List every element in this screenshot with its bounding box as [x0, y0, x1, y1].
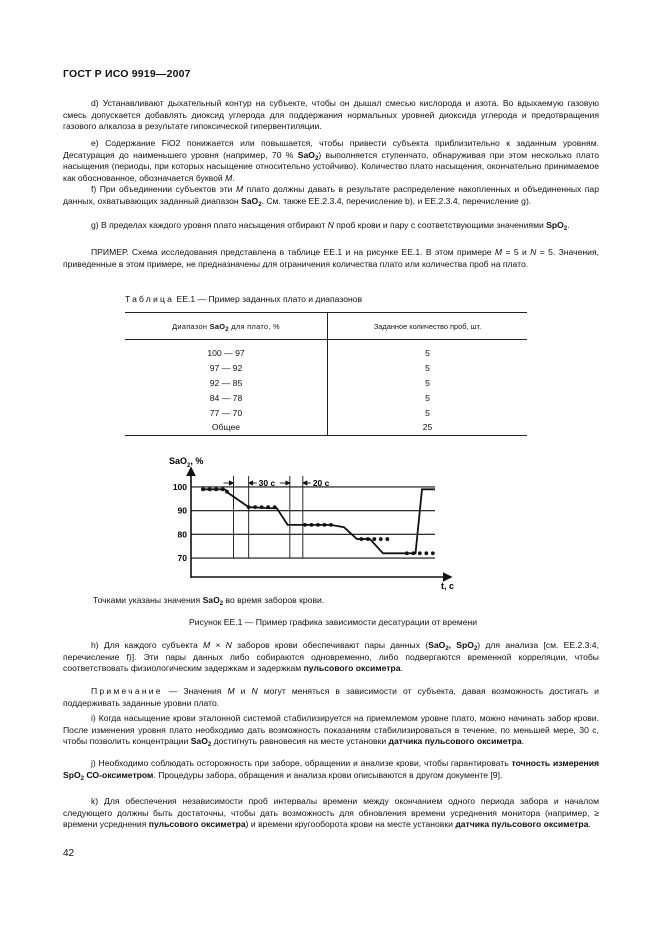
- y-tick-label: 90: [177, 505, 187, 516]
- sample-point: [424, 551, 428, 555]
- desaturation-chart: [165, 450, 465, 592]
- paragraph-i: i) Когда насыщение крови эталонной системой стабилизируется на приемлемом уровне плато, можно начинать забор крови. После изменения уровня плато необходимо дать возможность показаниям стабилизироваться в течение, по меньшей мере, 30 с, чтобы позволить концентрации SaO$_2$ достигнуть равновесия на месте установки датчика пульсового оксиметра.: [63, 713, 599, 749]
- sample-point: [273, 505, 277, 509]
- paragraph-f: f) При объединении субъектов эти M плато должны давать в результате распределение накопленных и объединенных пар данных, охватывающих заданный диапазон SaO$_2$. См. также EE.2.3.4, перечисление b), и EE.2.3.4, перечисление g).: [63, 184, 599, 208]
- plateau-table: [125, 312, 527, 436]
- sample-point: [260, 505, 264, 509]
- gridlines: [191, 487, 435, 558]
- sample-point: [266, 505, 270, 509]
- table-row: [125, 346, 527, 361]
- y-tick-label: 100: [172, 481, 187, 492]
- sample-point: [316, 523, 320, 527]
- table-cell-count: 5: [425, 392, 430, 403]
- table-cell-count: 25: [328, 420, 528, 435]
- table-cell-count: 5: [425, 348, 430, 359]
- paragraph-example: ПРИМЕР. Схема исследования представлена в таблице ЕЕ.1 и на рисунке ЕЕ.1. В этом примере M = 5 и N = 5. Значения, приведенные в этом примере, не предназначены для ограничения количества плато или количества проб на плато.: [63, 247, 599, 269]
- table-header-count: Заданное количество проб, шт.: [328, 313, 528, 340]
- sample-point: [418, 551, 422, 555]
- table-cell-count: 5: [425, 407, 430, 418]
- table-cell-range: 77 — 70: [125, 405, 328, 420]
- sample-point: [366, 537, 370, 541]
- sample-point: [214, 487, 218, 491]
- table-row: [125, 361, 527, 376]
- annotation-label: 30 c: [258, 478, 276, 488]
- table-cell-count: 5: [425, 377, 430, 388]
- sample-point: [431, 551, 435, 555]
- time-annotations: [224, 476, 330, 558]
- page-number: 42: [63, 848, 75, 859]
- sample-point: [405, 551, 409, 555]
- table-caption: Таблица ЕЕ.1 — Пример заданных плато и диапазонов: [125, 294, 363, 304]
- paragraph-e: e) Содержание FiO2 понижается или повышается, чтобы привести субъекта приблизительно к заданным уровням. Десатурация до наименьшего уровня (например, 70 % SaO$_2$) выполняется ступенчато, обнаруживая при этом несколько плато насыщения (периоды, при которых насыщение относительно устойчиво). Количество плато насыщения, окончательно принимаемое как обоснованное, обозначается буквой M.: [63, 138, 599, 183]
- figure-note: Точками указаны значения SaO$_2$ во время заборов крови.: [93, 595, 325, 607]
- sample-point: [379, 537, 383, 541]
- sample-point: [310, 523, 314, 527]
- saturation-curve: [201, 489, 435, 553]
- sample-point: [329, 523, 333, 527]
- sample-point: [225, 490, 229, 494]
- document-header: ГОСТ Р ИСО 9919—2007: [63, 68, 191, 80]
- y-tick-label: 80: [177, 529, 187, 540]
- sample-point: [323, 523, 327, 527]
- table-header-range: Диапазон SaO$_2$ для плато, %: [125, 313, 328, 340]
- sample-point: [385, 537, 389, 541]
- sample-point: [303, 523, 307, 527]
- x-axis-label: t, c: [441, 581, 455, 591]
- sample-point: [372, 537, 376, 541]
- table-cell-range: 84 — 78: [125, 390, 328, 405]
- annotation-label: 20 c: [312, 478, 330, 488]
- paragraph-k: k) Для обеспечения независимости проб интервалы времени между окончанием одного периода забора и началом следующего должны быть достаточны, чтобы дать возможность для обновления времени усреднения монитора (например, ≥ времени усреднения пульсового оксиметра) и времени кругооборота крови на месте установки датчика пульсового оксиметра.: [63, 796, 599, 830]
- table-row: [125, 405, 527, 420]
- y-axis-label: SaO$_2$, %: [169, 456, 204, 469]
- sample-point: [201, 487, 205, 491]
- table-row: [125, 376, 527, 391]
- sample-point: [208, 487, 212, 491]
- sample-point: [411, 551, 415, 555]
- paragraph-g: g) В пределах каждого уровня плато насыщения отбирают N проб крови и пару с соответствующими значениями SpO$_2$.: [91, 220, 570, 232]
- paragraph-d: d) Устанавливают дыхательный контур на субъекте, чтобы он дышал смесью кислорода и азота. Во вдыхаемую газовую смесь допускается добавлять диоксид углерода для поддержания нормальных уровней диоксида углерода и предотвращения газового алкалоза в результате гипоксической гипервентиляции.: [63, 98, 599, 132]
- sample-point: [253, 505, 257, 509]
- y-tick-labels: [173, 482, 187, 563]
- table-cell-range: Общее: [125, 420, 328, 435]
- paragraph-j: j) Необходимо соблюдать осторожность при заборе, обращении и анализе крови, чтобы гарантировать точность измерения SpO$_2$ СО-оксиметром. Процедуры забора, обращения и анализа крови описываются в другом документе [9].: [63, 758, 599, 782]
- table-row: [125, 390, 527, 405]
- table-cell-range: 97 — 92: [125, 361, 328, 376]
- table-cell-range: 100 — 97: [125, 346, 328, 361]
- paragraph-note: Примечание — Значения M и N могут меняться в зависимости от субъекта, давая возможность достигать и поддерживать заданные уровни плато.: [63, 686, 599, 708]
- sample-point: [247, 505, 251, 509]
- figure-caption: Рисунок ЕЕ.1 — Пример графика зависимости десатурации от времени: [189, 617, 478, 627]
- sample-point: [221, 487, 225, 491]
- table-row-total: [125, 420, 527, 435]
- table-cell-count: 5: [425, 363, 430, 374]
- y-tick-label: 70: [177, 553, 187, 564]
- paragraph-h: h) Для каждого субъекта M × N заборов крови обеспечивают пары данных (SaO$_2$, SpO$_2$) для анализа [см. EE.2.3.4, перечисление f)]. Эти пары данных либо собираются одновременно, либо подвергаются временной корреляции, чтобы соответствовать физиологическим задержкам и задержкам пульсового оксиметра.: [63, 640, 599, 674]
- sample-point: [359, 537, 363, 541]
- table-cell-range: 92 — 85: [125, 376, 328, 391]
